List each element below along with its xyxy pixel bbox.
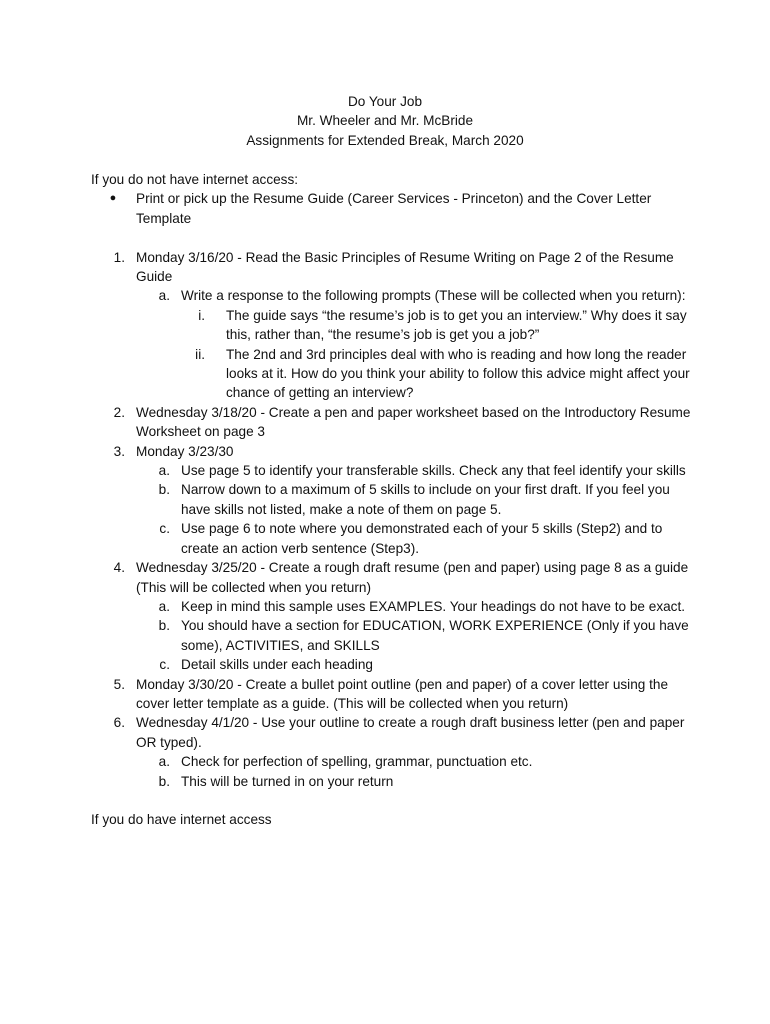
- sub-item: [91, 286, 691, 305]
- sub-item-text: Keep in mind this sample uses EXAMPLES. Your headings do not have to be exact.: [181, 598, 686, 614]
- sub-item-text: You should have a section for EDUCATION, WORK EXPERIENCE (Only if you have some), ACTIVITIES, and SKILLS: [181, 618, 689, 653]
- assignment-item: [91, 403, 691, 442]
- assignment-text: Monday 3/16/20 - Read the Basic Principles of Resume Writing on Page 2 of the Resume Guide: [136, 249, 674, 285]
- assignment-list: [91, 248, 691, 791]
- sub-item: [91, 597, 691, 616]
- sub-item-text: Detail skills under each heading: [181, 657, 373, 673]
- sub-item: [91, 616, 691, 655]
- title-block: [0, 92, 770, 150]
- assignment-item: [91, 558, 691, 597]
- assignment-text: Wednesday 4/1/20 - Use your outline to create a rough draft business letter (pen and paper OR typed).: [136, 715, 685, 750]
- sub-item-text: Use page 5 to identify your transferable skills. Check any that feel identify your skills: [181, 463, 686, 479]
- list-number: 1.: [113, 249, 125, 265]
- document-title: Do Your Job: [347, 94, 423, 109]
- bullet-dot-icon: ●: [109, 192, 117, 205]
- assignment-text: Wednesday 3/25/20 - Create a rough draft resume (pen and paper) using page 8 as a guide (This will be collected when you return): [136, 560, 689, 595]
- assignment-text: Wednesday 3/18/20 - Create a pen and paper worksheet based on the Introductory Resume Worksheet on page 3: [136, 404, 691, 440]
- prompt-item: [91, 306, 691, 345]
- list-number: 4.: [113, 560, 125, 576]
- sub-letter: a.: [158, 754, 170, 770]
- sub-letter: b.: [158, 773, 170, 789]
- sub-item: [91, 519, 691, 558]
- assignment-text: Monday 3/23/30: [136, 443, 234, 459]
- document-subtitle: Assignments for Extended Break, March 2020: [246, 132, 524, 148]
- sub-item: [91, 461, 691, 480]
- prompt-item: [91, 345, 691, 403]
- assignment-text: Monday 3/30/20 - Create a bullet point outline (pen and paper) of a cover letter using the cover letter template as a guide. (This will be collected when you return): [136, 676, 669, 711]
- prompt-text: The guide says “the resume’s job is to get you an interview.” Why does it say this, rather than, “the resume’s job is get you a job?”: [226, 307, 687, 343]
- sub-item-text: Narrow down to a maximum of 5 skills to include on your first draft. If you feel you have skills not listed, make a note of them on page 5.: [181, 482, 670, 517]
- teacher-names: Mr. Wheeler and Mr. McBride: [296, 113, 473, 129]
- sub-letter: b.: [158, 482, 170, 498]
- list-number: 3.: [113, 443, 125, 459]
- assignment-item: [91, 713, 691, 752]
- no-internet-bullet: [91, 189, 691, 228]
- assignment-item: [91, 248, 691, 287]
- sub-letter: c.: [159, 521, 170, 537]
- spacer: [91, 228, 691, 247]
- document-body: [91, 170, 691, 830]
- sub-item-text: Write a response to the following prompts (These will be collected when you return):: [181, 288, 686, 304]
- sub-item: [91, 752, 691, 771]
- sub-item-text: Use page 6 to note where you demonstrated each of your 5 skills (Step2) and to create an action verb sentence (Step3).: [181, 521, 663, 556]
- sub-letter: a.: [158, 463, 170, 479]
- sub-letter: c.: [159, 657, 170, 673]
- sub-letter: a.: [158, 288, 170, 304]
- sub-letter: b.: [158, 618, 170, 634]
- list-number: 6.: [113, 715, 125, 731]
- roman-numeral: i.: [198, 307, 205, 323]
- list-number: 5.: [113, 676, 125, 692]
- sub-item-text: Check for perfection of spelling, grammar, punctuation etc.: [181, 754, 533, 770]
- sub-item: [91, 655, 691, 674]
- prompt-text: The 2nd and 3rd principles deal with who is reading and how long the reader looks at it. How do you think your ability to follow this advice might affect your chance of getting an interview?: [226, 346, 690, 401]
- list-number: 2.: [113, 404, 125, 420]
- assignment-item: [91, 442, 691, 461]
- sub-letter: a.: [158, 598, 170, 614]
- roman-numeral: ii.: [195, 346, 205, 362]
- sub-item-text: This will be turned in on your return: [181, 773, 394, 789]
- sub-item: [91, 480, 691, 519]
- sub-item: [91, 772, 691, 791]
- bullet-text: Print or pick up the Resume Guide (Career Services - Princeton) and the Cover Letter Template: [136, 191, 652, 226]
- with-internet-heading: If you do have internet access: [91, 812, 272, 828]
- no-internet-heading: If you do not have internet access:: [91, 172, 299, 187]
- assignment-item: [91, 675, 691, 714]
